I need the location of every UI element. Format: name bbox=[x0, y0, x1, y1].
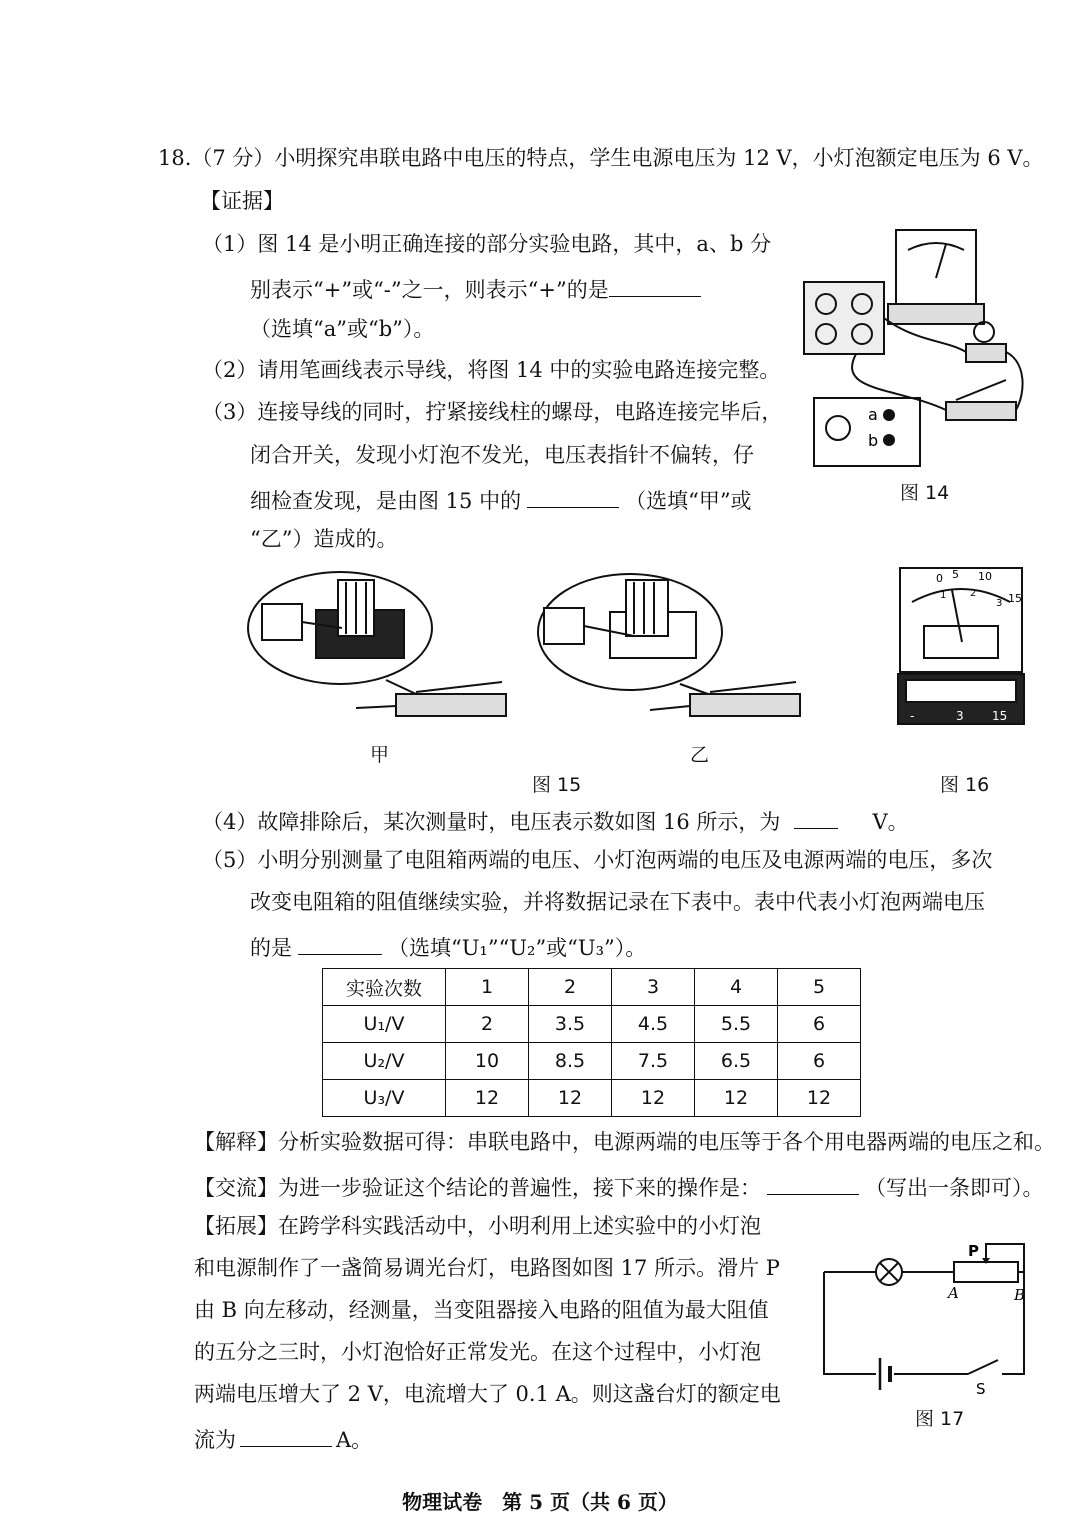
question-18-header: 18.（7 分）小明探究串联电路中电压的特点，学生电源电压为 12 V，小灯泡额定电压为 6 V。 bbox=[158, 146, 1044, 170]
table-header-cell: 4 bbox=[695, 969, 778, 1006]
figure-17-circuit bbox=[818, 1238, 1038, 1408]
figure-15-left-label: 甲 bbox=[370, 744, 390, 766]
table-header-cell: 3 bbox=[612, 969, 695, 1006]
table-cell: 10 bbox=[446, 1043, 529, 1080]
data-table bbox=[322, 968, 861, 1117]
q3-line-1: （3）连接导线的同时，拧紧接线柱的螺母，电路连接完毕后， bbox=[202, 400, 783, 424]
fig16-terminal-15: 15 bbox=[992, 709, 1008, 723]
q3-line-3-text-a: 细检查发现，是由图 15 中的 bbox=[250, 489, 522, 514]
exchange-line bbox=[194, 1172, 1044, 1201]
table-row-label: U₁/V bbox=[323, 1006, 446, 1043]
answer-blank-2[interactable] bbox=[527, 485, 619, 508]
fig17-label-a: A bbox=[948, 1284, 959, 1302]
answer-blank-3[interactable] bbox=[794, 806, 838, 829]
q4-line-1 bbox=[202, 806, 909, 835]
q1-line-2-text: 别表示“+”或“-”之一，则表示“+”的是 bbox=[250, 278, 609, 303]
q5-line-3-text-b: （选填“U₁”“U₂”或“U₃”）。 bbox=[388, 936, 647, 961]
fig16-scale-3: 3 bbox=[996, 598, 1003, 609]
fig14-a-label: a bbox=[868, 405, 878, 424]
exchange-text-a: 【交流】为进一步验证这个结论的普遍性，接下来的操作是： bbox=[194, 1176, 761, 1201]
figure-15-right bbox=[530, 568, 810, 738]
fig16-scale-5: 5 bbox=[952, 568, 959, 581]
extension-line-2: 和电源制作了一盏简易调光台灯，电路图如图 17 所示。滑片 P bbox=[194, 1256, 780, 1280]
figure-17-caption: 图 17 bbox=[915, 1408, 965, 1430]
table-cell: 6.5 bbox=[695, 1043, 778, 1080]
extension-line-6-text-b: A。 bbox=[336, 1428, 373, 1453]
table-header-row bbox=[323, 969, 861, 1006]
fig14-voltmeter-face bbox=[896, 230, 976, 304]
fig14-resistance-box bbox=[804, 282, 884, 354]
q5-line-3 bbox=[250, 932, 646, 961]
fig17-label-s: S bbox=[976, 1380, 986, 1398]
table-cell: 2 bbox=[446, 1006, 529, 1043]
extension-line-4: 的五分之三时，小灯泡恰好正常发光。在这个过程中，小灯泡 bbox=[194, 1340, 761, 1364]
figure-15-caption: 图 15 bbox=[532, 774, 582, 796]
fig17-label-b: B bbox=[1014, 1286, 1026, 1304]
figure-14-caption: 图 14 bbox=[900, 482, 950, 504]
q3-line-4: “乙”）造成的。 bbox=[250, 527, 398, 551]
q1-line-2 bbox=[250, 274, 701, 303]
q5-line-2: 改变电阻箱的阻值继续实验，并将数据记录在下表中。表中代表小灯泡两端电压 bbox=[250, 890, 985, 914]
page-footer: 物理试卷 第 5 页（共 6 页） bbox=[402, 1490, 678, 1514]
table-cell: 8.5 bbox=[529, 1043, 612, 1080]
figure-14-circuit bbox=[796, 222, 1036, 472]
fig16-scale-15: 15 bbox=[1008, 592, 1022, 605]
q5-line-3-text-a: 的是 bbox=[250, 936, 292, 961]
q4-line-1-text-b: V。 bbox=[872, 810, 909, 835]
table-row-label: U₃/V bbox=[323, 1080, 446, 1117]
extension-line-6 bbox=[194, 1424, 372, 1453]
table-cell: 6 bbox=[778, 1043, 861, 1080]
fig14-switch bbox=[946, 402, 1016, 420]
table-cell: 4.5 bbox=[612, 1006, 695, 1043]
table-cell: 12 bbox=[529, 1080, 612, 1117]
exchange-text-b: （写出一条即可）。 bbox=[865, 1176, 1044, 1201]
table-cell: 12 bbox=[446, 1080, 529, 1117]
table-cell: 12 bbox=[778, 1080, 861, 1117]
q3-line-3 bbox=[250, 485, 752, 514]
q1-line-3: （选填“a”或“b”）。 bbox=[250, 317, 435, 341]
table-header-cell: 5 bbox=[778, 969, 861, 1006]
table-cell: 12 bbox=[695, 1080, 778, 1117]
table-row bbox=[323, 1080, 861, 1117]
section-evidence: 【证据】 bbox=[200, 189, 284, 213]
table-cell: 7.5 bbox=[612, 1043, 695, 1080]
fig16-scale-2: 2 bbox=[970, 588, 977, 599]
answer-blank-4[interactable] bbox=[298, 932, 382, 955]
answer-blank-6[interactable] bbox=[240, 1424, 332, 1447]
table-cell: 3.5 bbox=[529, 1006, 612, 1043]
answer-blank-5[interactable] bbox=[767, 1172, 859, 1195]
extension-line-1: 【拓展】在跨学科实践活动中，小明利用上述实验中的小灯泡 bbox=[194, 1214, 761, 1238]
fig17-label-p: P bbox=[968, 1242, 979, 1260]
table-header-cell: 1 bbox=[446, 969, 529, 1006]
fig16-terminal-3: 3 bbox=[956, 709, 964, 723]
figure-15-left bbox=[246, 568, 516, 738]
figure-16-caption: 图 16 bbox=[940, 774, 990, 796]
fig14-b-label: b bbox=[868, 431, 879, 450]
q3-line-2: 闭合开关，发现小灯泡不发光，电压表指针不偏转，仔 bbox=[250, 443, 754, 467]
table-row-label: U₂/V bbox=[323, 1043, 446, 1080]
figure-16-voltmeter bbox=[896, 566, 1026, 734]
extension-line-6-text-a: 流为 bbox=[194, 1428, 236, 1453]
table-cell: 5.5 bbox=[695, 1006, 778, 1043]
fig16-scale-1: 1 bbox=[940, 590, 947, 601]
q5-line-1: （5）小明分别测量了电阻箱两端的电压、小灯泡两端的电压及电源两端的电压，多次 bbox=[202, 848, 993, 872]
figure-15-right-label: 乙 bbox=[690, 744, 710, 766]
extension-line-3: 由 B 向左移动，经测量，当变阻器接入电路的阻值为最大阻值 bbox=[194, 1298, 769, 1322]
q4-line-1-text-a: （4）故障排除后，某次测量时，电压表示数如图 16 所示，为 bbox=[202, 810, 781, 835]
q2-line-1: （2）请用笔画线表示导线，将图 14 中的实验电路连接完整。 bbox=[202, 358, 781, 382]
fig16-scale-10: 10 bbox=[978, 570, 992, 583]
fig14-power-supply bbox=[814, 398, 920, 466]
extension-line-5: 两端电压增大了 2 V，电流增大了 0.1 A。则这盏台灯的额定电 bbox=[194, 1382, 781, 1406]
fig14-lamp-holder bbox=[966, 344, 1006, 362]
table-row bbox=[323, 1006, 861, 1043]
table-header-cell: 2 bbox=[529, 969, 612, 1006]
q3-line-3-text-b: （选填“甲”或 bbox=[625, 489, 752, 514]
table-cell: 12 bbox=[612, 1080, 695, 1117]
table-header-label: 实验次数 bbox=[323, 969, 446, 1006]
table-row bbox=[323, 1043, 861, 1080]
fig16-scale-0: 0 bbox=[936, 572, 943, 585]
q1-line-1: （1）图 14 是小明正确连接的部分实验电路，其中，a、b 分 bbox=[202, 232, 772, 256]
fig17-rheostat bbox=[954, 1262, 1018, 1282]
answer-blank-1[interactable] bbox=[609, 274, 701, 297]
explanation-line: 【解释】分析实验数据可得：串联电路中，电源两端的电压等于各个用电器两端的电压之和。 bbox=[194, 1130, 1055, 1154]
table-cell: 6 bbox=[778, 1006, 861, 1043]
fig16-terminal-minus: - bbox=[910, 709, 915, 723]
